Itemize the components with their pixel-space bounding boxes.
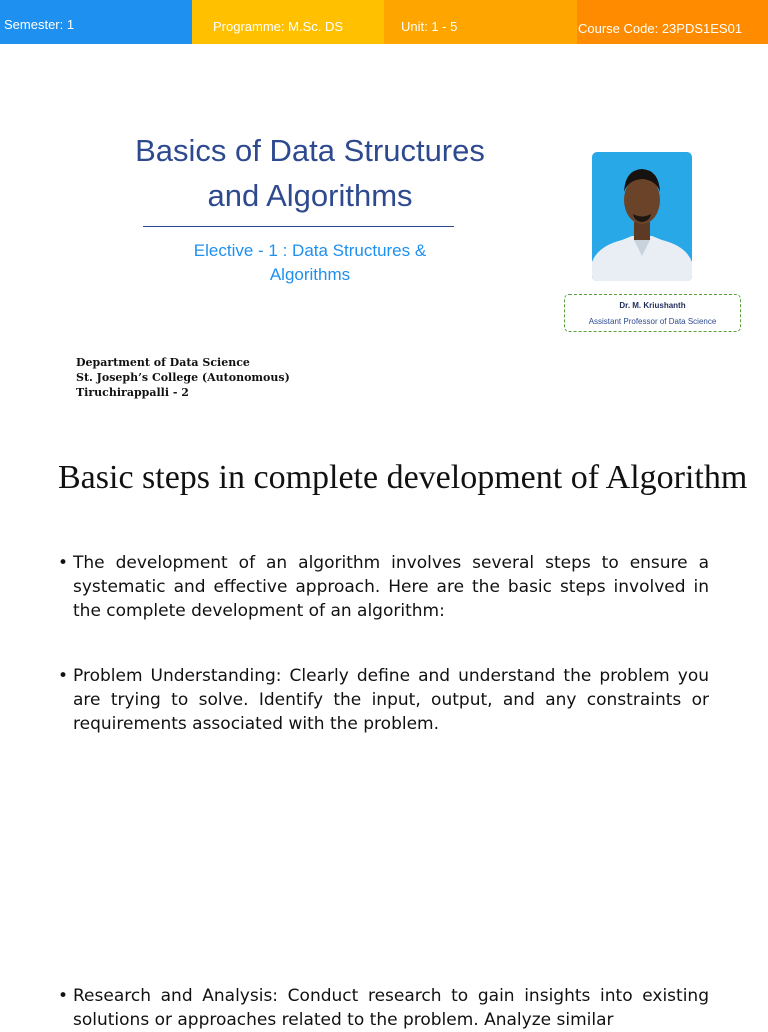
college-name: St. Joseph’s College (Autonomous)	[76, 371, 290, 384]
bullet-dot: •	[58, 666, 69, 686]
title-line-2: and Algorithms	[207, 178, 413, 213]
profile-photo-image	[592, 152, 692, 281]
semester-label: Semester: 1	[4, 17, 75, 32]
bullet-dot: •	[58, 553, 69, 573]
bullet-dot: •	[58, 986, 69, 1006]
unit-label: Unit: 1 - 5	[401, 19, 458, 34]
bullet-text: Problem Understanding: Clearly define and understand the problem you are trying to solve. Identify the input, output, and any constraints or requirements associated with the problem.	[73, 666, 709, 734]
semester-segment	[0, 0, 192, 44]
bullet-item	[58, 664, 709, 736]
profile-name-card	[564, 294, 741, 332]
college-location: Tiruchirappalli - 2	[76, 386, 189, 399]
title-divider	[143, 226, 454, 227]
profile-role: Assistant Professor of Data Science	[588, 317, 717, 326]
section-heading: Basic steps in complete development of Algorithm	[58, 459, 748, 496]
subtitle	[160, 239, 460, 287]
course-code-segment	[577, 0, 768, 44]
unit-segment	[384, 0, 577, 44]
header-bar	[0, 0, 768, 44]
subtitle-line-2: Algorithms	[269, 265, 351, 284]
bullet-text: Research and Analysis: Conduct research to gain insights into existing solutions or approaches related to the problem. Analyze similar	[73, 986, 709, 1030]
profile-photo	[592, 152, 692, 281]
programme-label: Programme: M.Sc. DS	[213, 19, 344, 34]
title-line-1: Basics of Data Structures	[135, 133, 485, 168]
department-name: Department of Data Science	[76, 356, 250, 369]
department-block	[76, 355, 290, 400]
programme-segment	[192, 0, 384, 44]
profile-name: Dr. M. Kriushanth	[619, 301, 686, 310]
document-title	[110, 128, 510, 218]
bullet-item	[58, 984, 709, 1032]
subtitle-line-1: Elective - 1 : Data Structures &	[193, 241, 427, 260]
bullet-text: The development of an algorithm involves several steps to ensure a systematic and effective approach. Here are the basic steps involved in the complete development of an algorithm:	[73, 553, 709, 621]
bullet-item	[58, 551, 709, 623]
course-code-label: Course Code: 23PDS1ES01	[578, 21, 743, 36]
